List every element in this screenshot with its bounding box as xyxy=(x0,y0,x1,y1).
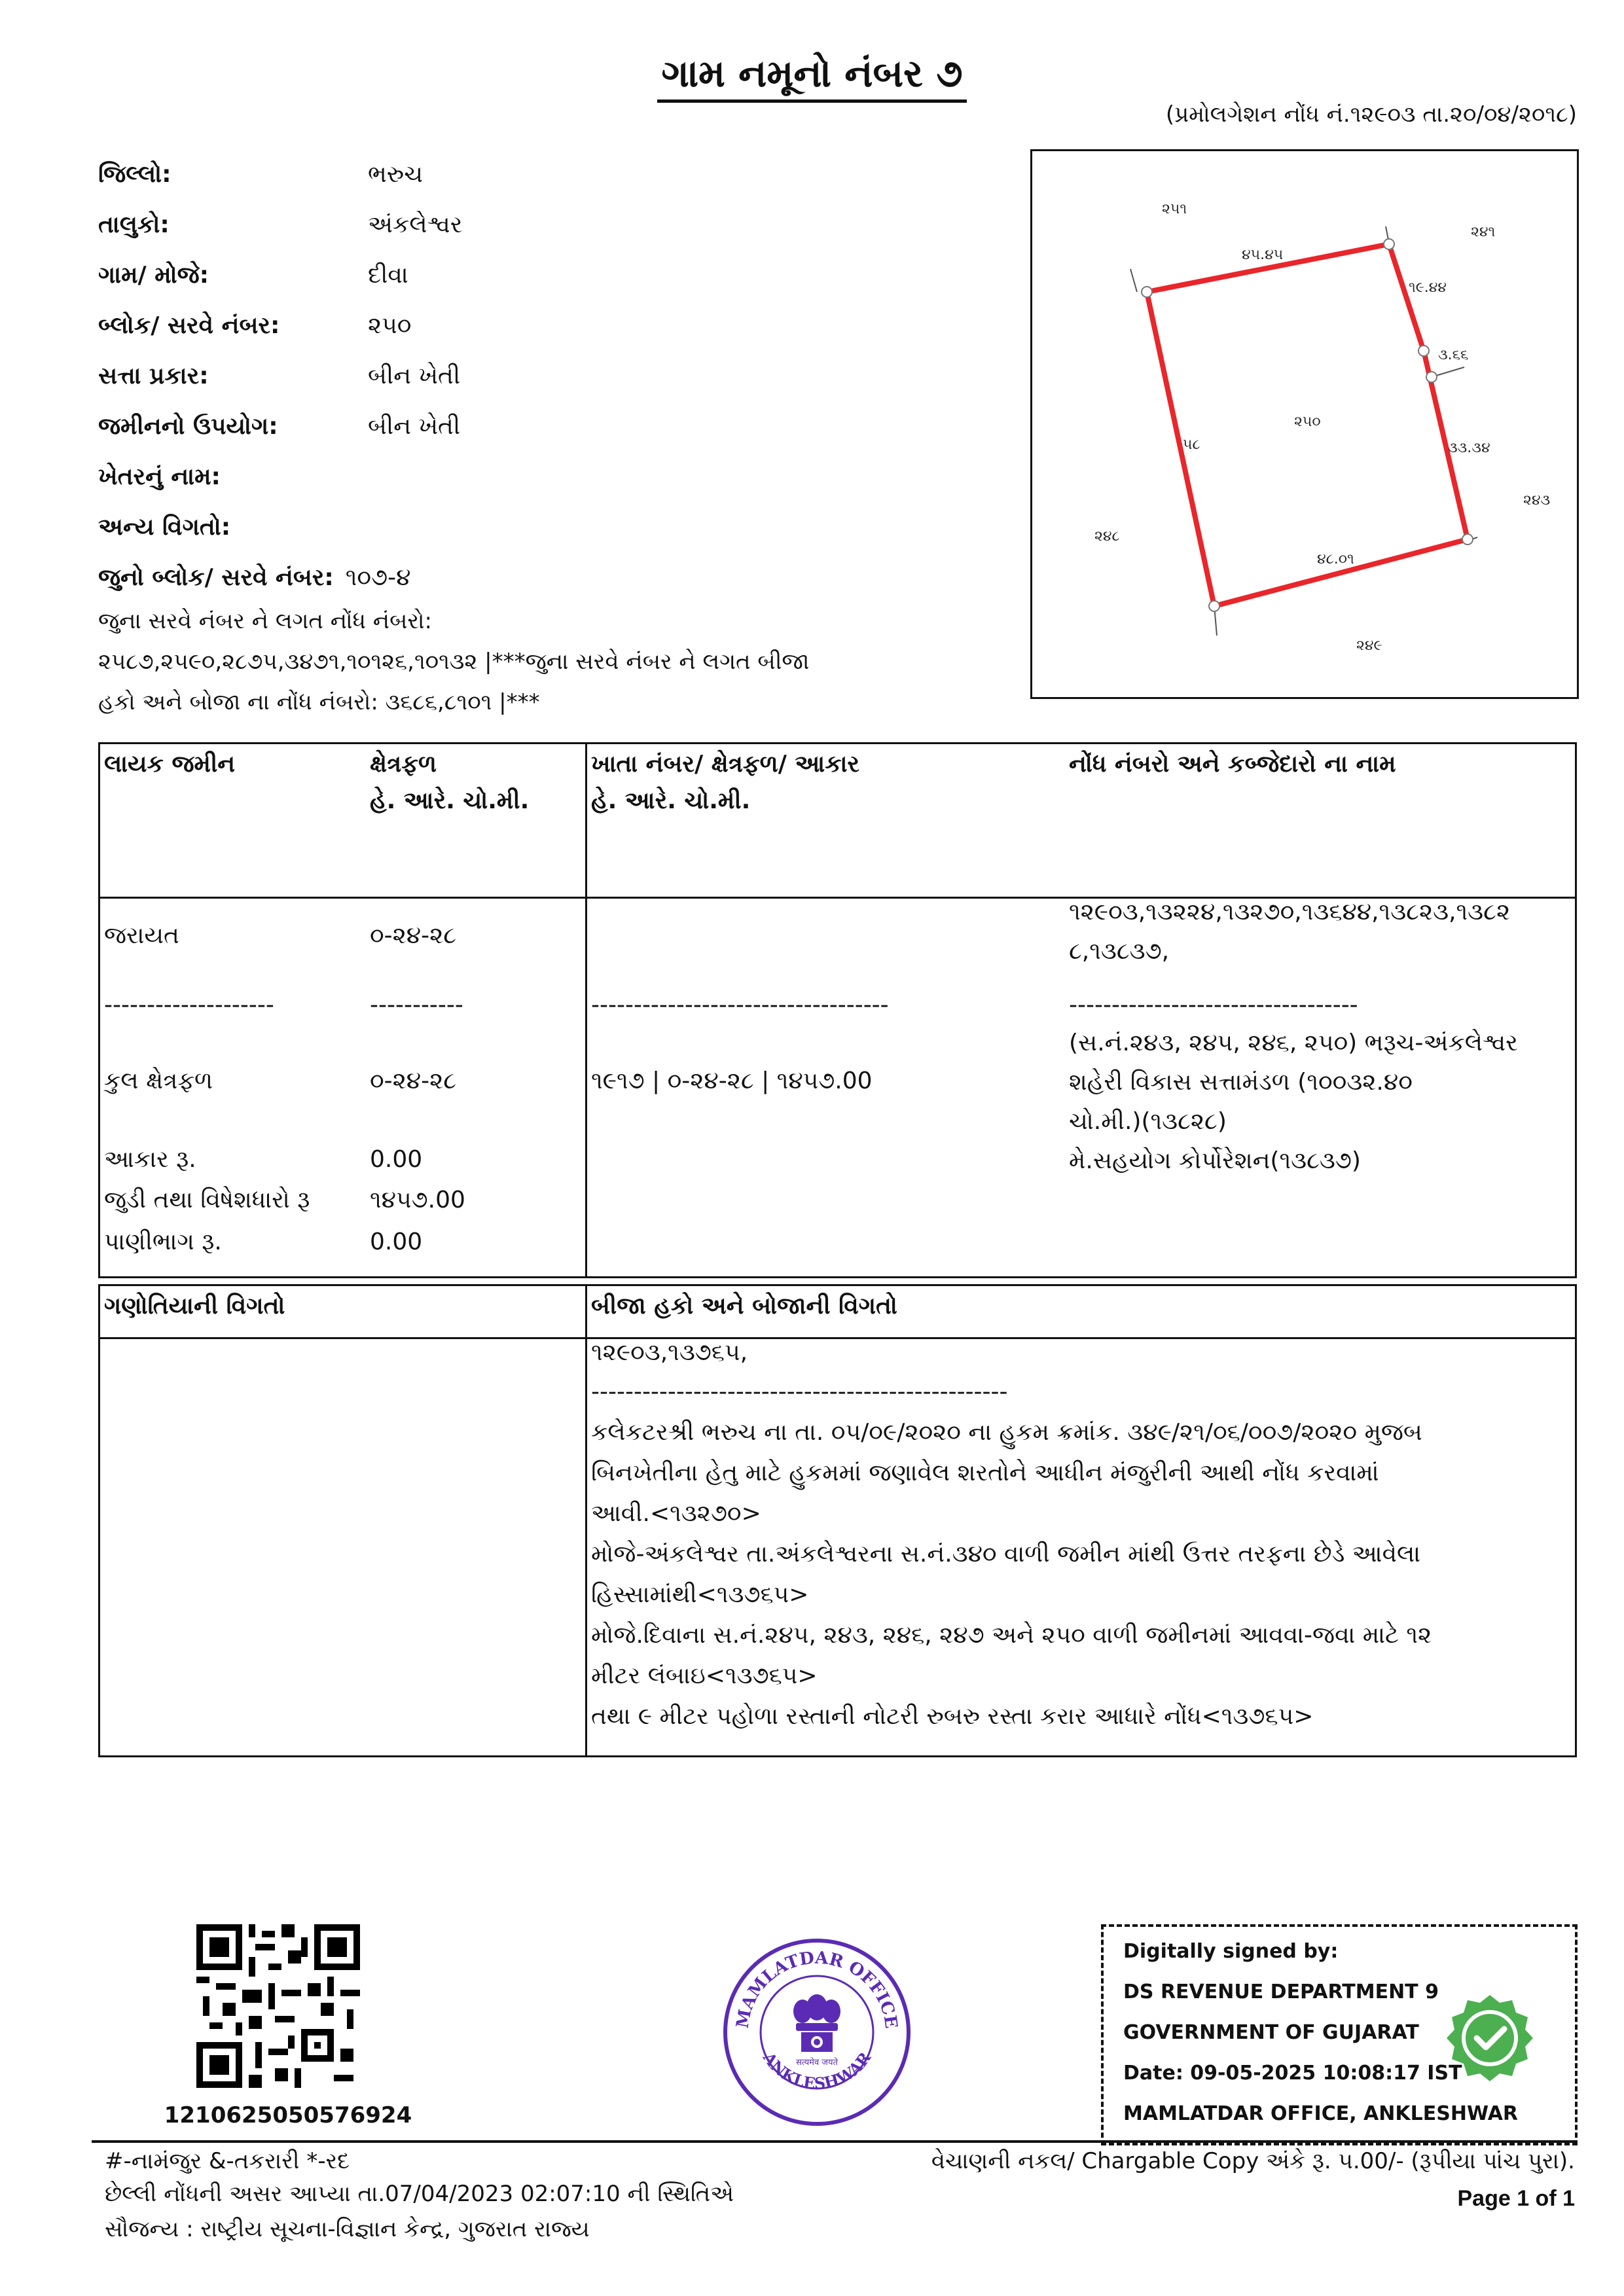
land-use-value: બીન ખેતી xyxy=(368,412,461,440)
promulgation-note: (પ્રમોલગેશન નોંધ નં.૧૨૯૦૩ તા.૨૦/૦૪/૨૦૧૮) xyxy=(1165,101,1577,128)
signature-line-2: DS REVENUE DEPARTMENT 9 xyxy=(1123,1981,1439,2003)
courtesy-note: સૌજન્ય : રાષ્ટ્રીય સૂચના-વિજ્ઞાન કેન્દ્ર, ગુજરાત રાજ્ય xyxy=(105,2216,590,2242)
owner-line-2: ૮,૧૩૮૩૭, xyxy=(1069,938,1170,965)
owner-line-5: ચો.મી.)(૧૩૮૨૮) xyxy=(1069,1108,1227,1135)
signature-line-5: MAMLATDAR OFFICE, ANKLESHWAR xyxy=(1123,2102,1519,2125)
edge-label-1: ૪૫.૪૫ xyxy=(1242,247,1284,263)
edge-label-4: ૩૩.૩૪ xyxy=(1448,440,1490,456)
taluka-label: તાલુકો: xyxy=(98,211,170,238)
taluka-value: અંકલેશ્વર xyxy=(368,211,463,238)
old-notes-line-2: ૨૫૮૭,૨૫૯૦,૨૮૭૫,૩૪૭૧,૧૦૧૨૬,૧૦૧૩૨ |***જુના સરવે નંબર ને લગત બીજા xyxy=(98,649,810,675)
header-area: ક્ષેત્રફળ xyxy=(370,751,437,778)
district-value: ભરુચ xyxy=(368,160,423,188)
tenants-cell xyxy=(99,1338,586,1757)
khata-value: ૧૯૧૭ | ૦-૨૪-૨૮ | ૧૪૫૭.00 xyxy=(591,1067,873,1094)
survey-label: બ્લોક/ સરવે નંબર: xyxy=(98,312,280,339)
rights-cell xyxy=(586,1338,1576,1757)
status-legend: #-નામંજુર &-તકરારી *-રદ xyxy=(105,2148,350,2174)
rights-header-cell xyxy=(586,1285,1576,1338)
dash-separator-3: ----------------------------------- xyxy=(591,992,889,1018)
judi-label: જુડી તથા વિષેશધારો રૂ xyxy=(104,1187,310,1213)
digital-signature-box xyxy=(1101,1924,1578,2145)
land-use-row xyxy=(98,401,462,452)
mamlatdar-office-seal xyxy=(719,1934,915,2130)
rights-line-7: મીટર લંબાઇ<૧૩૭૬૫> xyxy=(591,1662,818,1689)
rights-entry-numbers: ૧૨૯૦૩,૧૩૭૬૫, xyxy=(591,1339,748,1366)
rights-line-2: બિનખેતીના હેતુ માટે હુકમમાં જણાવેલ શરતોને આધીન મંજુરીની આથી નોંધ કરવામાં xyxy=(591,1460,1379,1486)
center-plot-label: ૨૫૦ xyxy=(1294,414,1321,430)
rights-line-8: તથા ૯ મીટર પહોળા રસ્તાની નોટરી રુબરુ રસ્તા કરાર આધારે નોંધ<૧૩૭૬૫> xyxy=(591,1703,1314,1730)
pani-value: 0.00 xyxy=(370,1229,423,1255)
tenants-header: ગણોતિયાની વિગતો xyxy=(104,1293,285,1319)
other-details-row xyxy=(98,502,462,552)
dash-separator-2: ----------- xyxy=(370,992,463,1018)
copy-fee-note: વેચાણની નકલ/ Chargable Copy અંકે રૂ. ૫.00/- (રૂપીયા પાંચ પુરા). xyxy=(931,2148,1575,2174)
other-details-label: અન્ય વિગતો: xyxy=(98,513,231,541)
plot-sketch-svg xyxy=(1032,151,1577,697)
district-row xyxy=(98,149,462,200)
header-left xyxy=(99,744,586,898)
taluka-row xyxy=(98,200,462,250)
land-use-label: જમીનનો ઉપયોગ: xyxy=(98,412,278,440)
jarayat-label: જરાયત xyxy=(104,922,179,949)
khata-owner-cell xyxy=(586,898,1576,1278)
judi-value: ૧૪૫૭.00 xyxy=(370,1187,465,1213)
page-title: ગામ નમૂનો નંબર ૭ xyxy=(0,51,1624,96)
akar-value: 0.00 xyxy=(370,1146,423,1173)
district-label: જિલ્લો: xyxy=(98,160,171,188)
seal-top-text: MAMLATDAR OFFICE xyxy=(732,1948,901,2030)
pani-label: પાણીભાગ રૂ. xyxy=(104,1229,222,1255)
rights-encumbrance-table xyxy=(98,1284,1577,1757)
total-area-label: કુલ ક્ષેત્રફળ xyxy=(104,1067,213,1094)
village-label: ગામ/ મોજે: xyxy=(98,261,209,289)
last-entry-status: છેલ્લી નોંધની અસર આપ્યા તા.07/04/2023 02:07:10 ની સ્થિતિએ xyxy=(105,2181,734,2207)
dash-separator-4: ---------------------------------- xyxy=(1069,992,1358,1018)
header-area-unit: હે. આરે. ચો.મી. xyxy=(370,787,530,814)
header-owners: નોંધ નંબરો અને કબ્જેદારો ના નામ xyxy=(1069,751,1396,778)
national-emblem-icon xyxy=(793,1994,840,2052)
signature-line-1: Digitally signed by: xyxy=(1123,1940,1339,1963)
header-land: લાયક જમીન xyxy=(104,751,236,778)
rights-line-3: આવી.<૧૩૨૭૦> xyxy=(591,1500,761,1527)
owner-line-4: શહેરી વિકાસ સત્તામંડળ (૧૦૦૩૨.૪૦ xyxy=(1069,1069,1413,1096)
land-info xyxy=(98,149,462,603)
rights-header: બીજા હકો અને બોજાની વિગતો xyxy=(591,1293,897,1319)
rights-line-6: મોજે.દિવાના સ.નં.૨૪૫, ૨૪૩, ૨૪૬, ૨૪૭ અને ૨૫૦ વાળી જમીનમાં આવવા-જવા માટે ૧૨ xyxy=(591,1622,1432,1649)
signature-line-4: Date: 09-05-2025 10:08:17 IST xyxy=(1123,2062,1462,2085)
seal-motto: सत्यमेव जयते xyxy=(796,2058,838,2068)
header-khata: ખાતા નંબર/ ક્ષેત્રફળ/ આકાર xyxy=(591,751,860,778)
page-number: Page 1 of 1 xyxy=(1457,2186,1575,2211)
old-notes-line-1: જુના સરવે નંબર ને લગત નોંધ નંબરો: xyxy=(98,608,432,634)
owner-line-6: મે.સહયોગ કોર્પોરેશન(૧૩૮૩૭) xyxy=(1069,1147,1361,1174)
verified-check-icon xyxy=(1444,1992,1536,2084)
farm-name-row xyxy=(98,452,462,502)
header-right xyxy=(586,744,1576,898)
owner-line-3: (સ.નં.૨૪૩, ૨૪૫, ૨૪૬, ૨૫૦) ભરૂચ-અંકલેશ્વર xyxy=(1069,1030,1518,1056)
signature-line-3: GOVERNMENT OF GUJARAT xyxy=(1123,2021,1419,2044)
old-notes-line-3: હકો અને બોજા ના નોંધ નંબરો: ૩૬૮૬,૮૧૦૧ |*** xyxy=(98,689,540,715)
survey-row xyxy=(98,300,462,351)
farm-name-label: ખેતરનું નામ: xyxy=(98,463,221,490)
rights-line-5: હિસ્સામાંથી<૧૩૭૬૫> xyxy=(591,1581,809,1608)
rights-dash-separator: ------------------------------------------------- xyxy=(591,1378,1008,1405)
old-survey-notes xyxy=(98,601,982,723)
edge-label-3: ૩.૬૬ xyxy=(1438,347,1469,363)
old-survey-label: જુનો બ્લોક/ સરવે નંબર: xyxy=(98,564,334,591)
village-value: દીવા xyxy=(368,261,408,289)
seal-image xyxy=(719,1934,915,2130)
land-holding-table xyxy=(98,742,1577,1278)
header-khata-unit: હે. આરે. ચો.મી. xyxy=(591,787,751,814)
neighbor-label-5: ૨૪૯ xyxy=(1356,637,1382,654)
rights-line-1: કલેકટરશ્રી ભરુચ ના તા. ૦૫/૦૯/૨૦૨૦ ના હુકમ ક્રમાંક. ૩૪૯/૨૧/૦૬/૦૦૭/૨૦૨૦ મુજબ xyxy=(591,1419,1422,1446)
qr-code[interactable] xyxy=(196,1924,360,2088)
seal-bottom-text: ANKLESHWAR xyxy=(759,2048,875,2093)
neighbor-label-4: ૨૪૩ xyxy=(1523,492,1551,509)
village-row xyxy=(98,250,462,300)
edge-label-5: ૪૮.૦૧ xyxy=(1317,551,1354,567)
tenants-header-cell xyxy=(99,1285,586,1338)
jarayat-value: ૦-૨૪-૨૮ xyxy=(370,922,457,949)
akar-label: આકાર રૂ. xyxy=(104,1146,196,1173)
plot-sketch-map xyxy=(1030,149,1579,699)
rights-line-4: મોજે-અંકલેશ્વર તા.અંકલેશ્વરના સ.નં.૩૪૦ વાળી જમીન માંથી ઉત્તર તરફના છેડે આવેલા xyxy=(591,1541,1421,1568)
edge-label-6: ૫૮ xyxy=(1183,437,1200,453)
owner-line-1: ૧૨૯૦૩,૧૩૨૨૪,૧૩૨૭૦,૧૩૬૪૪,૧૩૮૨૩,૧૩૮૨ xyxy=(1069,899,1511,925)
dash-separator-1: -------------------- xyxy=(104,992,274,1018)
edge-label-2: ૧૯.૪૪ xyxy=(1409,279,1447,296)
qr-code-number: 1210625050576924 xyxy=(164,2102,412,2128)
tenure-row xyxy=(98,351,462,401)
neighbor-label-2: ૨૪૧ xyxy=(1471,224,1496,240)
tenure-label: સત્તા પ્રકાર: xyxy=(98,362,209,389)
neighbor-label-1: ૨૫૧ xyxy=(1162,201,1187,217)
old-survey-row xyxy=(98,552,462,603)
old-survey-value: ૧૦૭-૪ xyxy=(345,564,411,591)
neighbor-label-3: ૨૪૮ xyxy=(1094,528,1120,545)
total-area-value: ૦-૨૪-૨૮ xyxy=(370,1067,457,1094)
survey-value: ૨૫૦ xyxy=(368,312,412,339)
land-details-cell xyxy=(99,898,586,1278)
tenure-value: બીન ખેતી xyxy=(368,362,461,389)
qr-code-image xyxy=(196,1924,360,2088)
svg-text:ANKLESHWAR xyxy=(759,2048,875,2093)
footer-divider xyxy=(92,2140,1575,2143)
